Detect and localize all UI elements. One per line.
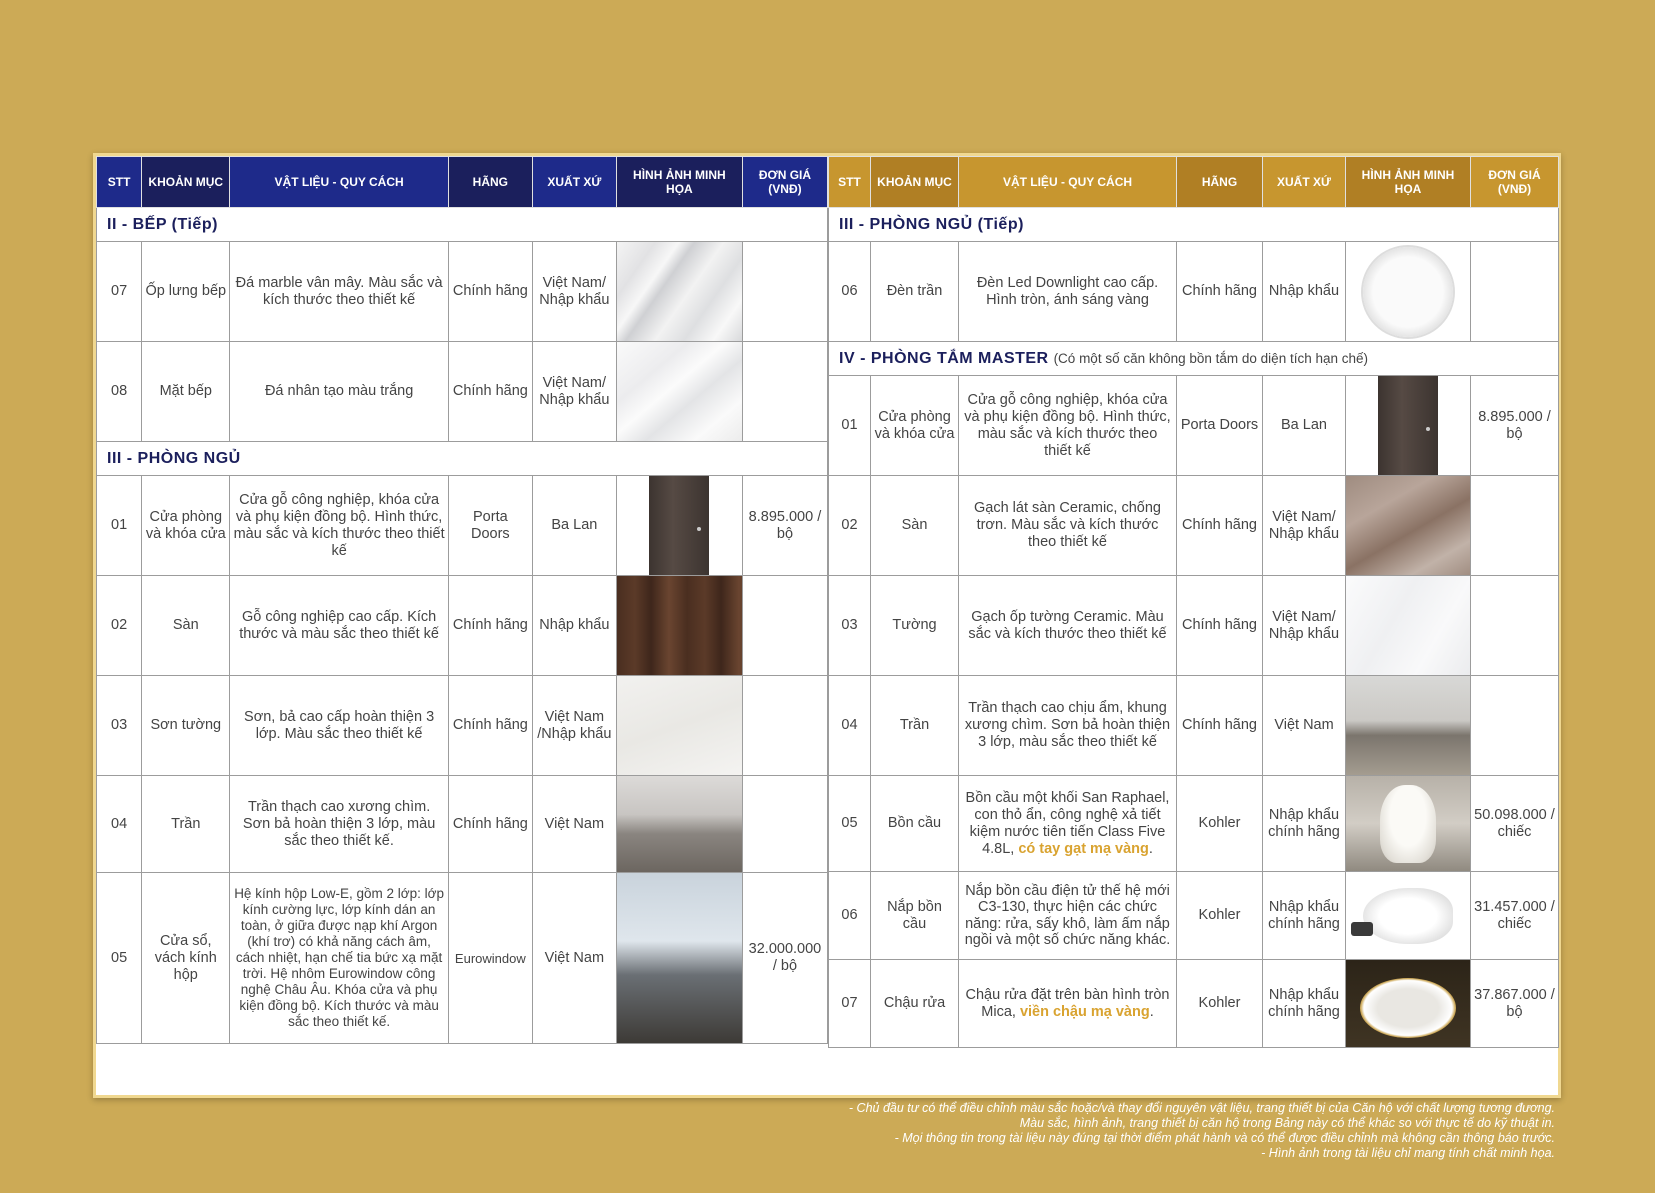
row-brand: Chính hãng [1177, 676, 1263, 776]
row-origin: Ba Lan [1263, 376, 1346, 476]
header-brand: HÃNG [448, 157, 532, 208]
table-row [97, 242, 828, 342]
disclaimer-line: Màu sắc, hình ảnh, trang thiết bị căn hộ trong Bảng này có thể khác so với thực tế do kỹ thuật in. [1019, 1116, 1555, 1130]
material-end: . [1148, 840, 1153, 857]
row-brand: Chính hãng [448, 776, 532, 873]
row-material: Đá marble vân mây. Màu sắc và kích thước theo thiết kế [230, 242, 448, 342]
header-stt: STT [829, 157, 871, 208]
row-stt: 04 [97, 776, 142, 873]
section-note: (Có một số căn không bồn tắm do diện tích hạn chế) [1053, 351, 1368, 366]
row-origin: Việt Nam/ Nhập khẩu [532, 342, 616, 442]
row-origin: Việt Nam /Nhập khẩu [532, 676, 616, 776]
row-material: Đá nhân tạo màu trắng [230, 342, 448, 442]
row-origin: Việt Nam/ Nhập khẩu [1263, 476, 1346, 576]
table-row [829, 676, 1559, 776]
row-item: Sàn [142, 576, 230, 676]
row-item: Sơn tường [142, 676, 230, 776]
table-row [829, 872, 1559, 960]
row-brand: Chính hãng [448, 676, 532, 776]
header-image: HÌNH ẢNH MINH HỌA [616, 157, 742, 208]
row-price: 32.000.000 / bộ [742, 873, 827, 1044]
table-row [97, 576, 828, 676]
row-price: 8.895.000 / bộ [1471, 376, 1559, 476]
section-title-text: IV - PHÒNG TẮM MASTER [839, 350, 1049, 367]
row-stt: 01 [97, 476, 142, 576]
disclaimer-line: - Chủ đầu tư có thể điều chỉnh màu sắc hoặc/và thay đổi nguyên vật liệu, trang thiết bị của Căn hộ với chất lượng tương đương. [848, 1101, 1555, 1115]
row-origin: Việt Nam/ Nhập khẩu [1263, 576, 1346, 676]
header-price: ĐƠN GIÁ (VNĐ) [742, 157, 827, 208]
row-image-marble [616, 242, 742, 342]
header-material: VẬT LIỆU - QUY CÁCH [959, 157, 1177, 208]
row-stt: 06 [829, 872, 871, 960]
row-origin: Ba Lan [532, 476, 616, 576]
header-image: HÌNH ẢNH MINH HỌA [1346, 157, 1471, 208]
left-spec-table [96, 156, 828, 1044]
right-spec-table [828, 156, 1559, 1048]
header-brand: HÃNG [1177, 157, 1263, 208]
row-brand: Chính hãng [448, 242, 532, 342]
row-image-white-stone [616, 342, 742, 442]
row-item: Cửa phòng và khóa cửa [871, 376, 959, 476]
header-stt: STT [97, 157, 142, 208]
table-row [97, 873, 828, 1044]
row-image-wood-floor [616, 576, 742, 676]
row-price [742, 676, 827, 776]
row-image-downlight [1346, 242, 1471, 342]
row-item: Sàn [871, 476, 959, 576]
row-price [1471, 242, 1559, 342]
header-origin: XUẤT XỨ [532, 157, 616, 208]
left-header-row [97, 157, 828, 208]
table-row [829, 476, 1559, 576]
row-origin: Nhập khẩu [1263, 242, 1346, 342]
row-image-basin [1346, 960, 1471, 1048]
section-title: III - PHÒNG NGỦ (Tiếp) [829, 208, 1559, 242]
material-text: Chậu rửa đặt trên bàn hình tròn Mica, [965, 986, 1170, 1020]
row-price: 50.098.000 / chiếc [1471, 776, 1559, 872]
row-material [959, 960, 1177, 1048]
header-item: KHOẢN MỤC [142, 157, 230, 208]
row-item: Đèn trần [871, 242, 959, 342]
row-material: Cửa gỗ công nghiệp, khóa cửa và phụ kiện đồng bộ. Hình thức, màu sắc và kích thước theo thiết kế [230, 476, 448, 576]
row-image-floor-tile [1346, 476, 1471, 576]
right-panel [828, 156, 1558, 1048]
row-origin: Việt Nam [532, 776, 616, 873]
table-row [829, 576, 1559, 676]
row-item: Tường [871, 576, 959, 676]
row-price: 8.895.000 / bộ [742, 476, 827, 576]
material-end: . [1149, 1003, 1154, 1020]
header-item: KHOẢN MỤC [871, 157, 959, 208]
row-origin: Việt Nam [1263, 676, 1346, 776]
table-row [97, 776, 828, 873]
row-price: 31.457.000 / chiếc [1471, 872, 1559, 960]
row-brand: Eurowindow [448, 873, 532, 1044]
row-price [742, 576, 827, 676]
row-brand: Porta Doors [448, 476, 532, 576]
row-stt: 08 [97, 342, 142, 442]
row-item: Chậu rửa [871, 960, 959, 1048]
row-price [1471, 476, 1559, 576]
row-stt: 05 [97, 873, 142, 1044]
row-brand: Kohler [1177, 960, 1263, 1048]
material-highlight: có tay gạt mạ vàng [1018, 840, 1149, 857]
row-image-toilet [1346, 776, 1471, 872]
row-material: Gạch lát sàn Ceramic, chống trơn. Màu sắc và kích thước theo thiết kế [959, 476, 1177, 576]
row-brand: Chính hãng [1177, 476, 1263, 576]
material-text: Bồn cầu một khối San Raphael, con thỏ ẩn, công nghệ xả tiết kiệm nước tiên tiến Class Five 4.8L, [965, 789, 1170, 857]
row-material: Nắp bồn cầu điện tử thế hệ mới C3-130, thực hiện các chức năng: rửa, sấy khô, làm ấm nắp ngồi và một số chức năng khác. [959, 872, 1177, 960]
row-brand: Kohler [1177, 776, 1263, 872]
row-origin: Nhập khẩu chính hãng [1263, 776, 1346, 872]
row-item: Trần [142, 776, 230, 873]
row-item: Cửa sổ, vách kính hộp [142, 873, 230, 1044]
row-image-wall-tile [1346, 576, 1471, 676]
row-price: 37.867.000 / bộ [1471, 960, 1559, 1048]
table-row [97, 476, 828, 576]
row-price [742, 776, 827, 873]
material-highlight: viền chậu mạ vàng [1019, 1003, 1150, 1020]
row-brand: Chính hãng [448, 576, 532, 676]
row-price [1471, 676, 1559, 776]
header-origin: XUẤT XỨ [1263, 157, 1346, 208]
row-item: Trần [871, 676, 959, 776]
row-material: Cửa gỗ công nghiệp, khóa cửa và phụ kiện đồng bộ. Hình thức, màu sắc và kích thước theo thiết kế [959, 376, 1177, 476]
row-price [1471, 576, 1559, 676]
row-stt: 02 [829, 476, 871, 576]
row-material: Gạch ốp tường Ceramic. Màu sắc và kích thước theo thiết kế [959, 576, 1177, 676]
section-title: II - BẾP (Tiếp) [97, 208, 828, 242]
row-origin: Việt Nam/ Nhập khẩu [532, 242, 616, 342]
row-origin: Nhập khẩu [532, 576, 616, 676]
row-brand: Chính hãng [1177, 242, 1263, 342]
table-row [829, 776, 1559, 872]
row-material: Gỗ công nghiệp cao cấp. Kích thước và màu sắc theo thiết kế [230, 576, 448, 676]
header-material: VẬT LIỆU - QUY CÁCH [230, 157, 448, 208]
table-row [829, 242, 1559, 342]
row-item: Ốp lưng bếp [142, 242, 230, 342]
row-item: Cửa phòng và khóa cửa [142, 476, 230, 576]
section-title: III - PHÒNG NGỦ [97, 442, 828, 476]
row-material: Trần thạch cao chịu ẩm, khung xương chìm. Sơn bả hoàn thiện 3 lớp, màu sắc theo thiết kế [959, 676, 1177, 776]
spec-sheet-frame [93, 153, 1561, 1098]
row-image-plaster [616, 676, 742, 776]
row-stt: 05 [829, 776, 871, 872]
row-image-bedroom-window [616, 873, 742, 1044]
row-stt: 04 [829, 676, 871, 776]
right-header-row [829, 157, 1559, 208]
row-brand: Chính hãng [1177, 576, 1263, 676]
row-image-smart-seat [1346, 872, 1471, 960]
row-stt: 03 [97, 676, 142, 776]
row-brand: Kohler [1177, 872, 1263, 960]
row-brand: Chính hãng [448, 342, 532, 442]
row-material [959, 776, 1177, 872]
table-row [829, 960, 1559, 1048]
row-stt: 01 [829, 376, 871, 476]
row-image-bathroom-ceiling [1346, 676, 1471, 776]
table-row [829, 376, 1559, 476]
disclaimer-footer [849, 1101, 1555, 1161]
row-image-door [616, 476, 742, 576]
row-brand: Porta Doors [1177, 376, 1263, 476]
header-price: ĐƠN GIÁ (VNĐ) [1471, 157, 1559, 208]
row-origin: Nhập khẩu chính hãng [1263, 872, 1346, 960]
row-origin: Nhập khẩu chính hãng [1263, 960, 1346, 1048]
row-image-door [1346, 376, 1471, 476]
row-item: Bồn cầu [871, 776, 959, 872]
left-panel [96, 156, 828, 1044]
row-origin: Việt Nam [532, 873, 616, 1044]
row-stt: 02 [97, 576, 142, 676]
row-material: Sơn, bả cao cấp hoàn thiện 3 lớp. Màu sắc theo thiết kế [230, 676, 448, 776]
row-material: Hệ kính hộp Low-E, gồm 2 lớp: lớp kính cường lực, lớp kính dán an toàn, ở giữa được nạp khí Argon (khí trơ) có khả năng cách âm, cách nhiệt, hạn chế tia bức xạ mặt trời. Hệ nhôm Eurowindow công nghệ Châu Âu. Khóa cửa và phụ kiện đồng bộ. Kích thước và màu sắc theo thiết kế. [230, 873, 448, 1044]
row-material: Trần thạch cao xương chìm. Sơn bả hoàn thiện 3 lớp, màu sắc theo thiết kế. [230, 776, 448, 873]
row-image-ceiling [616, 776, 742, 873]
row-stt: 03 [829, 576, 871, 676]
row-item: Nắp bồn cầu [871, 872, 959, 960]
section-title [829, 342, 1559, 376]
row-price [742, 242, 827, 342]
row-price [742, 342, 827, 442]
table-row [97, 342, 828, 442]
row-stt: 06 [829, 242, 871, 342]
row-material: Đèn Led Downlight cao cấp. Hình tròn, ánh sáng vàng [959, 242, 1177, 342]
disclaimer-line: - Hình ảnh trong tài liệu chỉ mang tính chất minh họa. [1261, 1146, 1555, 1160]
table-row [97, 676, 828, 776]
row-item: Mặt bếp [142, 342, 230, 442]
row-stt: 07 [829, 960, 871, 1048]
row-stt: 07 [97, 242, 142, 342]
disclaimer-line: - Mọi thông tin trong tài liệu này đúng tại thời điểm phát hành và có thể được điều chỉnh mà không cần thông báo trước. [894, 1131, 1555, 1145]
